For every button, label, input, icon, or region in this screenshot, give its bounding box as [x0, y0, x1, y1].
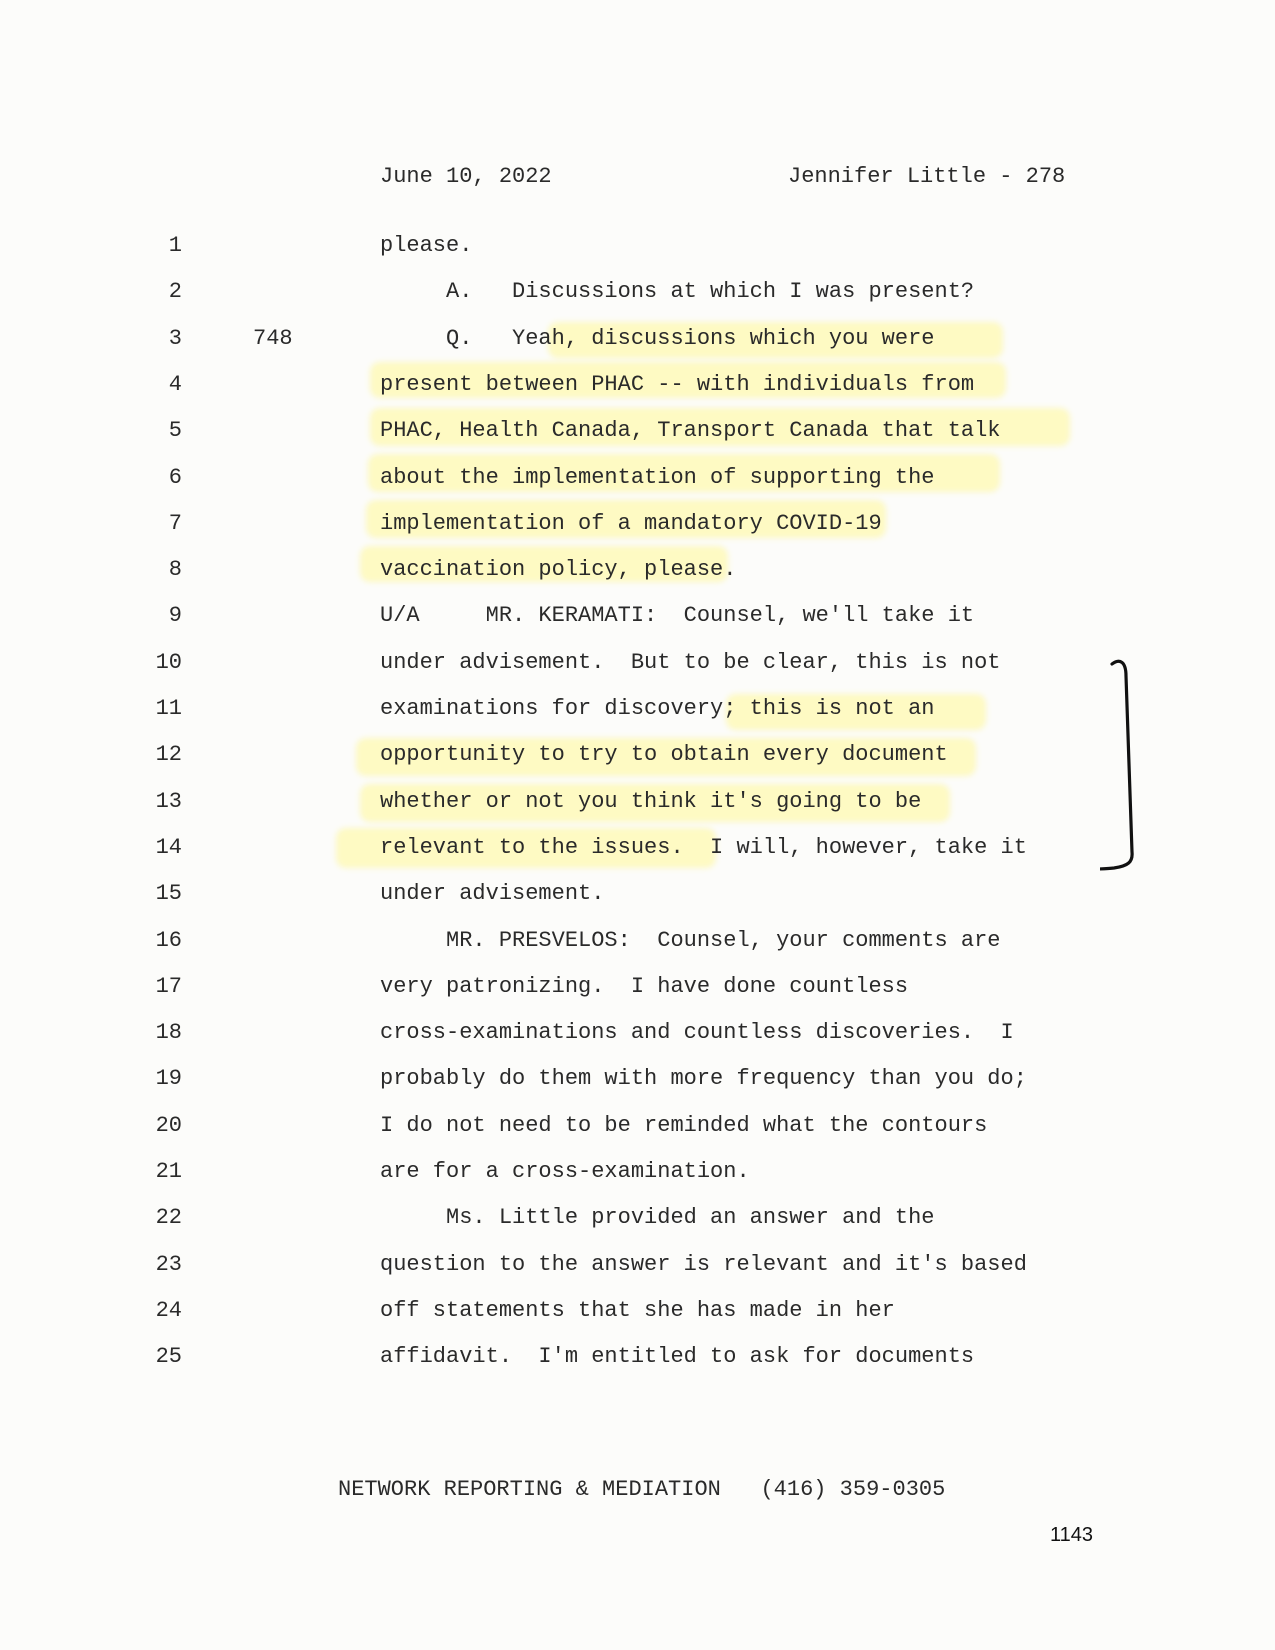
line-text: relevant to the issues. I will, however, take it: [380, 835, 1027, 860]
line-text: implementation of a mandatory COVID-19: [380, 511, 882, 536]
line-text: very patronizing. I have done countless: [380, 974, 909, 999]
line-number: 13: [155, 789, 182, 814]
line-number: 23: [155, 1252, 182, 1277]
line-text: under advisement. But to be clear, this is not: [380, 650, 1001, 675]
line-text: A. Discussions at which I was present?: [380, 279, 975, 304]
line-number: 19: [155, 1066, 182, 1091]
page-number: 1143: [1050, 1524, 1094, 1546]
line-number: 21: [155, 1159, 182, 1184]
line-number: 11: [155, 696, 182, 721]
line-text: MR. PRESVELOS: Counsel, your comments are: [380, 928, 1001, 953]
line-text: please.: [380, 233, 473, 258]
line-text: opportunity to try to obtain every document: [380, 742, 948, 767]
line-text: probably do them with more frequency than you do;: [380, 1066, 1027, 1091]
line-number: 1: [168, 233, 182, 258]
line-number: 6: [168, 465, 182, 490]
line-text: under advisement.: [380, 881, 605, 906]
line-number: 9: [168, 603, 182, 628]
line-text: are for a cross-examination.: [380, 1159, 750, 1184]
line-text: vaccination policy, please.: [380, 557, 737, 582]
line-number: 22: [155, 1205, 182, 1230]
line-number: 20: [155, 1113, 182, 1138]
line-text: examinations for discovery; this is not an: [380, 696, 935, 721]
line-text: Q. Yeah, discussions which you were: [380, 326, 935, 351]
line-text: U/A MR. KERAMATI: Counsel, we'll take it: [380, 603, 975, 628]
reporter-footer: NETWORK REPORTING & MEDIATION (416) 359-0305: [338, 1477, 946, 1502]
line-number: 24: [155, 1298, 182, 1323]
line-text: cross-examinations and countless discoveries. I: [380, 1020, 1014, 1045]
line-number: 18: [155, 1020, 182, 1045]
line-number: 3: [168, 326, 182, 351]
line-number: 25: [155, 1344, 182, 1369]
line-text: off statements that she has made in her: [380, 1298, 895, 1323]
line-number: 7: [168, 511, 182, 536]
transcript-date: June 10, 2022: [380, 164, 552, 189]
line-number: 15: [155, 881, 182, 906]
line-text: PHAC, Health Canada, Transport Canada that talk: [380, 418, 1001, 443]
line-number: 14: [155, 835, 182, 860]
line-number: 8: [168, 557, 182, 582]
line-text: present between PHAC -- with individuals from: [380, 372, 975, 397]
line-number: 16: [155, 928, 182, 953]
line-text: whether or not you think it's going to be: [380, 789, 922, 814]
line-number: 2: [168, 279, 182, 304]
line-number: 4: [168, 372, 182, 397]
line-text: about the implementation of supporting the: [380, 465, 935, 490]
question-number: 748: [253, 326, 293, 351]
line-text: question to the answer is relevant and it's based: [380, 1252, 1027, 1277]
line-number: 17: [155, 974, 182, 999]
witness-page-label: Jennifer Little - 278: [788, 164, 1066, 189]
line-number: 12: [155, 742, 182, 767]
handwritten-bracket-mark: [1100, 656, 1160, 876]
line-number: 5: [168, 418, 182, 443]
line-text: affidavit. I'm entitled to ask for documents: [380, 1344, 975, 1369]
line-text: Ms. Little provided an answer and the: [380, 1205, 935, 1230]
line-text: I do not need to be reminded what the contours: [380, 1113, 988, 1138]
line-number: 10: [155, 650, 182, 675]
